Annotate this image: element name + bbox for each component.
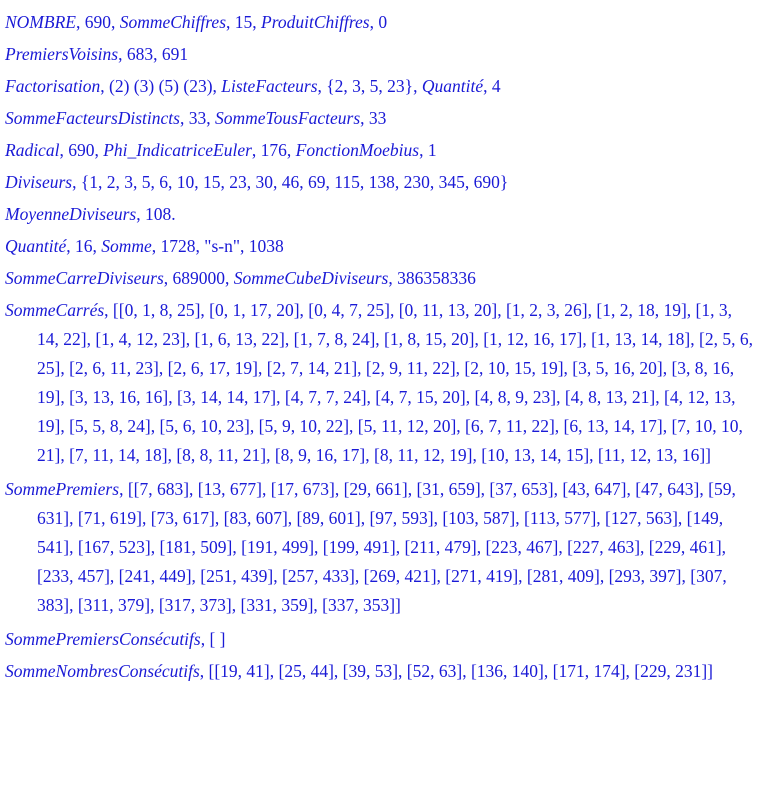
output-block-somme-premiers: SommePremiers, [[7, 683], [13, 677], [17, 673], [29, 661], [31, 659], [37, 653], [43, 647], [47, 643], [59, 631], [71, 619], [73, 617], [83, 607], [89, 601], [97, 593], [103, 587], [113, 577], [127, 563], [149, 541], [167, 523], [181, 509], [191, 499], [199, 491], [211, 479], [223, 467], [227, 463], [229, 461], [233, 457], [241, 449], [251, 439], [257, 433], [269, 421], [271, 419], [281, 409], [293, 397], [307, 383], [311, 379], [317, 373], [331, 359], [337, 353]] xyxy=(5,479,736,615)
output-line-somme-carre-cube: SommeCarreDiviseurs, 689000, SommeCubeDiviseurs, 386358336 xyxy=(5,268,476,288)
output-line-diviseurs: Diviseurs, {1, 2, 3, 5, 6, 10, 15, 23, 30, 46, 69, 115, 138, 230, 345, 690} xyxy=(5,172,509,192)
output-line-factorisation: Factorisation, (2) (3) (5) (23), ListeFacteurs, {2, 3, 5, 23}, Quantité, 4 xyxy=(5,76,501,96)
maple-output xyxy=(5,6,757,689)
output-block-somme-nombres-consecutifs: SommeNombresConsécutifs, [[19, 41], [25, 44], [39, 53], [52, 63], [136, 140], [171, 174], [229, 231]] xyxy=(5,661,714,681)
output-line-quantite-somme: Quantité, 16, Somme, 1728, "s-n", 1038 xyxy=(5,236,284,256)
output-block-somme-carres: SommeCarrés, [[0, 1, 8, 25], [0, 1, 17, 20], [0, 4, 7, 25], [0, 11, 13, 20], [1, 2, 3, 26], [1, 2, 18, 19], [1, 3, 14, 22], [1, 4, 12, 23], [1, 6, 13, 22], [1, 7, 8, 24], [1, 8, 15, 20], [1, 12, 16, 17], [1, 13, 14, 18], [2, 5, 6, 25], [2, 6, 11, 23], [2, 6, 17, 19], [2, 7, 14, 21], [2, 9, 11, 22], [2, 10, 15, 19], [3, 5, 16, 20], [3, 8, 16, 19], [3, 13, 16, 16], [3, 14, 14, 17], [4, 7, 7, 24], [4, 7, 15, 20], [4, 8, 9, 23], [4, 8, 13, 21], [4, 12, 13, 19], [5, 5, 8, 24], [5, 6, 10, 23], [5, 9, 10, 22], [5, 11, 12, 20], [6, 7, 11, 22], [6, 13, 14, 17], [7, 10, 10, 21], [7, 11, 14, 18], [8, 8, 11, 21], [8, 9, 16, 17], [8, 11, 12, 19], [10, 13, 14, 15], [11, 12, 13, 16]] xyxy=(5,300,753,465)
output-line-somme-facteurs: SommeFacteursDistincts, 33, SommeTousFacteurs, 33 xyxy=(5,108,387,128)
output-line-premiers-voisins: PremiersVoisins, 683, 691 xyxy=(5,44,189,64)
output-line-somme-premiers-consecutifs: SommePremiersConsécutifs, [ ] xyxy=(5,629,226,649)
output-line-moyenne-diviseurs: MoyenneDiviseurs, 108. xyxy=(5,204,176,224)
output-line-nombre: NOMBRE, 690, SommeChiffres, 15, ProduitChiffres, 0 xyxy=(5,12,388,32)
output-line-radical: Radical, 690, Phi_IndicatriceEuler, 176, FonctionMoebius, 1 xyxy=(5,140,437,160)
